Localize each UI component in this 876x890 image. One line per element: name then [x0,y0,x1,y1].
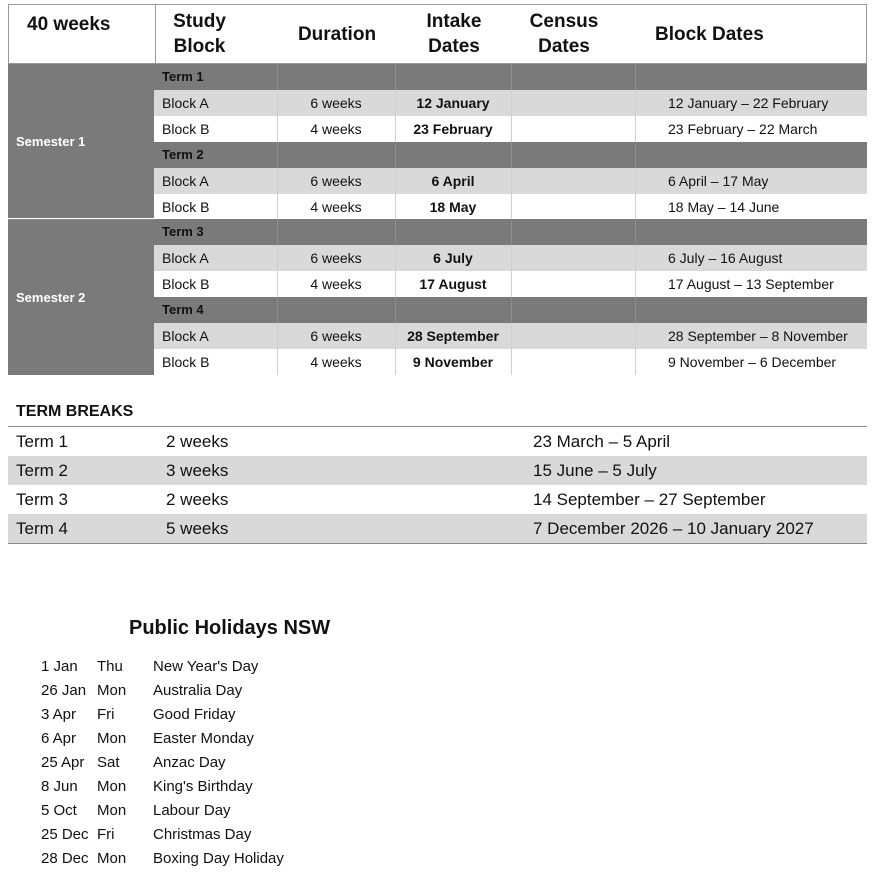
duration-header: Duration [297,23,377,45]
break-dates: 14 September – 27 September [533,490,766,509]
break-term: Term 2 [16,461,68,480]
column-separator [277,349,278,375]
holiday-name: Anzac Day [153,754,226,771]
holiday-row [0,655,400,679]
term-breaks-list [8,427,867,543]
schedule-table [8,4,867,375]
block-label: Block A [162,328,209,344]
column-separator [395,194,396,220]
term-break-row [8,485,867,514]
column-separator [511,349,512,375]
block-dates: 17 August – 13 September [668,276,834,292]
block-duration: 6 weeks [310,250,362,266]
term-header-row [154,64,867,90]
column-separator [395,349,396,375]
column-separator [635,194,636,220]
column-separator [277,116,278,142]
column-separator [635,297,636,323]
column-separator [277,219,278,245]
intake-date: 12 January [416,95,490,111]
column-separator [395,245,396,271]
block-duration: 4 weeks [310,121,362,137]
column-separator [635,245,636,271]
block-dates: 28 September – 8 November [668,328,848,344]
divider [8,543,867,544]
intake-date: 17 August [419,276,487,292]
column-separator [277,64,278,90]
column-separator [635,271,636,297]
column-separator [277,297,278,323]
intake-date: 6 July [433,250,473,266]
block-duration: 4 weeks [310,354,362,370]
holiday-date: 25 Dec [41,826,89,843]
intake-date: 6 April [431,173,475,189]
intake-date: 28 September [407,328,499,344]
block-row [154,271,867,297]
column-separator [635,349,636,375]
block-dates: 6 April – 17 May [668,173,769,189]
column-separator [511,323,512,349]
intake-header: Intake Dates [426,11,482,57]
column-separator [395,297,396,323]
column-separator [395,64,396,90]
holiday-name: Boxing Day Holiday [153,850,284,867]
term-break-row [8,456,867,485]
holiday-name: Christmas Day [153,826,252,843]
block-duration: 4 weeks [310,199,362,215]
holiday-date: 28 Dec [41,850,89,867]
holiday-date: 6 Apr [41,730,77,747]
column-separator [277,142,278,168]
table-header [8,4,867,64]
term-label: Term 3 [162,224,204,239]
term-breaks-title: TERM BREAKS [16,403,134,420]
column-separator [395,168,396,194]
holiday-row [0,847,400,871]
column-separator [395,90,396,116]
column-separator [511,142,512,168]
census-header: Census Dates [529,11,599,57]
column-separator [635,323,636,349]
break-term: Term 4 [16,519,68,538]
column-separator [395,116,396,142]
column-separator [635,116,636,142]
holiday-row [0,799,400,823]
semester-2-label: Semester 2 [8,219,154,375]
holiday-name: Easter Monday [153,730,254,747]
holiday-name: New Year's Day [153,658,259,675]
table-body [8,64,867,375]
column-separator [635,219,636,245]
holiday-name: King's Birthday [153,778,253,795]
column-separator [511,245,512,271]
header-divider [155,5,156,63]
block-label: Block B [162,121,210,137]
column-separator [395,219,396,245]
holiday-day: Thu [97,658,123,675]
block-duration: 6 weeks [310,173,362,189]
holiday-day: Fri [97,706,115,723]
block-row [154,90,867,116]
holiday-date: 8 Jun [41,778,78,795]
intake-date: 23 February [413,121,493,137]
holiday-date: 5 Oct [41,802,77,819]
holiday-day: Mon [97,730,127,747]
block-row [154,194,867,220]
holiday-day: Mon [97,778,127,795]
break-dates: 7 December 2026 – 10 January 2027 [533,519,814,538]
break-length: 3 weeks [166,461,229,480]
holiday-row [0,751,400,775]
column-separator [511,168,512,194]
holiday-name: Labour Day [153,802,231,819]
column-separator [511,116,512,142]
block-duration: 4 weeks [310,276,362,292]
break-dates: 23 March – 5 April [533,432,671,451]
break-length: 2 weeks [166,490,229,509]
column-separator [511,297,512,323]
column-separator [635,90,636,116]
holiday-name: Good Friday [153,706,236,723]
block-duration: 6 weeks [310,328,362,344]
intake-date: 9 November [412,354,494,370]
term-break-row [8,514,867,543]
holidays-title: Public Holidays NSW [129,617,331,639]
holiday-date: 1 Jan [41,658,78,675]
block-row [154,245,867,271]
block-dates: 6 July – 16 August [668,250,783,266]
block-label: Block B [162,199,210,215]
holiday-day: Fri [97,826,115,843]
term-header-row [154,219,867,245]
block-row [154,349,867,375]
holiday-date: 26 Jan [41,682,87,699]
block-label: Block A [162,173,209,189]
block-row [154,116,867,142]
block-duration: 6 weeks [310,95,362,111]
block-dates: 9 November – 6 December [668,354,837,370]
holiday-day: Mon [97,802,127,819]
column-separator [635,168,636,194]
intake-date: 18 May [429,199,477,215]
holiday-day: Mon [97,850,127,867]
term-label: Term 1 [162,69,204,84]
column-separator [277,194,278,220]
column-separator [635,64,636,90]
column-separator [277,271,278,297]
holiday-date: 3 Apr [41,706,77,723]
column-separator [395,323,396,349]
column-separator [635,142,636,168]
holiday-day: Mon [97,682,127,699]
block-dates: 12 January – 22 February [668,95,829,111]
semester-1-label: Semester 1 [8,64,154,218]
block-label: Block A [162,250,209,266]
study-block-header: Study Block [173,11,226,57]
column-separator [277,90,278,116]
column-separator [511,194,512,220]
column-separator [511,271,512,297]
column-separator [277,245,278,271]
holiday-date: 25 Apr [41,754,85,771]
column-separator [511,90,512,116]
break-dates: 15 June – 5 July [533,461,657,480]
term-header-row [154,142,867,168]
block-row [154,168,867,194]
column-separator [511,64,512,90]
term-label: Term 4 [162,302,204,317]
term-label: Term 2 [162,147,204,162]
column-separator [277,168,278,194]
block-dates: 18 May – 14 June [668,199,780,215]
column-separator [277,323,278,349]
block-label: Block B [162,354,210,370]
column-separator [395,142,396,168]
block-dates: 23 February – 22 March [668,121,818,137]
holiday-row [0,823,400,847]
column-separator [395,271,396,297]
program-length-header: 40 weeks [27,13,111,35]
break-term: Term 1 [16,432,68,451]
block-label: Block A [162,95,209,111]
term-header-row [154,297,867,323]
break-term: Term 3 [16,490,68,509]
block-dates-header: Block Dates [655,23,764,45]
term-breaks-section [8,402,867,544]
holiday-row [0,727,400,751]
break-length: 2 weeks [166,432,229,451]
holiday-row [0,703,400,727]
block-label: Block B [162,276,210,292]
holiday-row [0,679,400,703]
holiday-name: Australia Day [153,682,243,699]
term-break-row [8,427,867,456]
holiday-row [0,775,400,799]
holiday-day: Sat [97,754,120,771]
block-row [154,323,867,349]
column-separator [511,219,512,245]
break-length: 5 weeks [166,519,229,538]
